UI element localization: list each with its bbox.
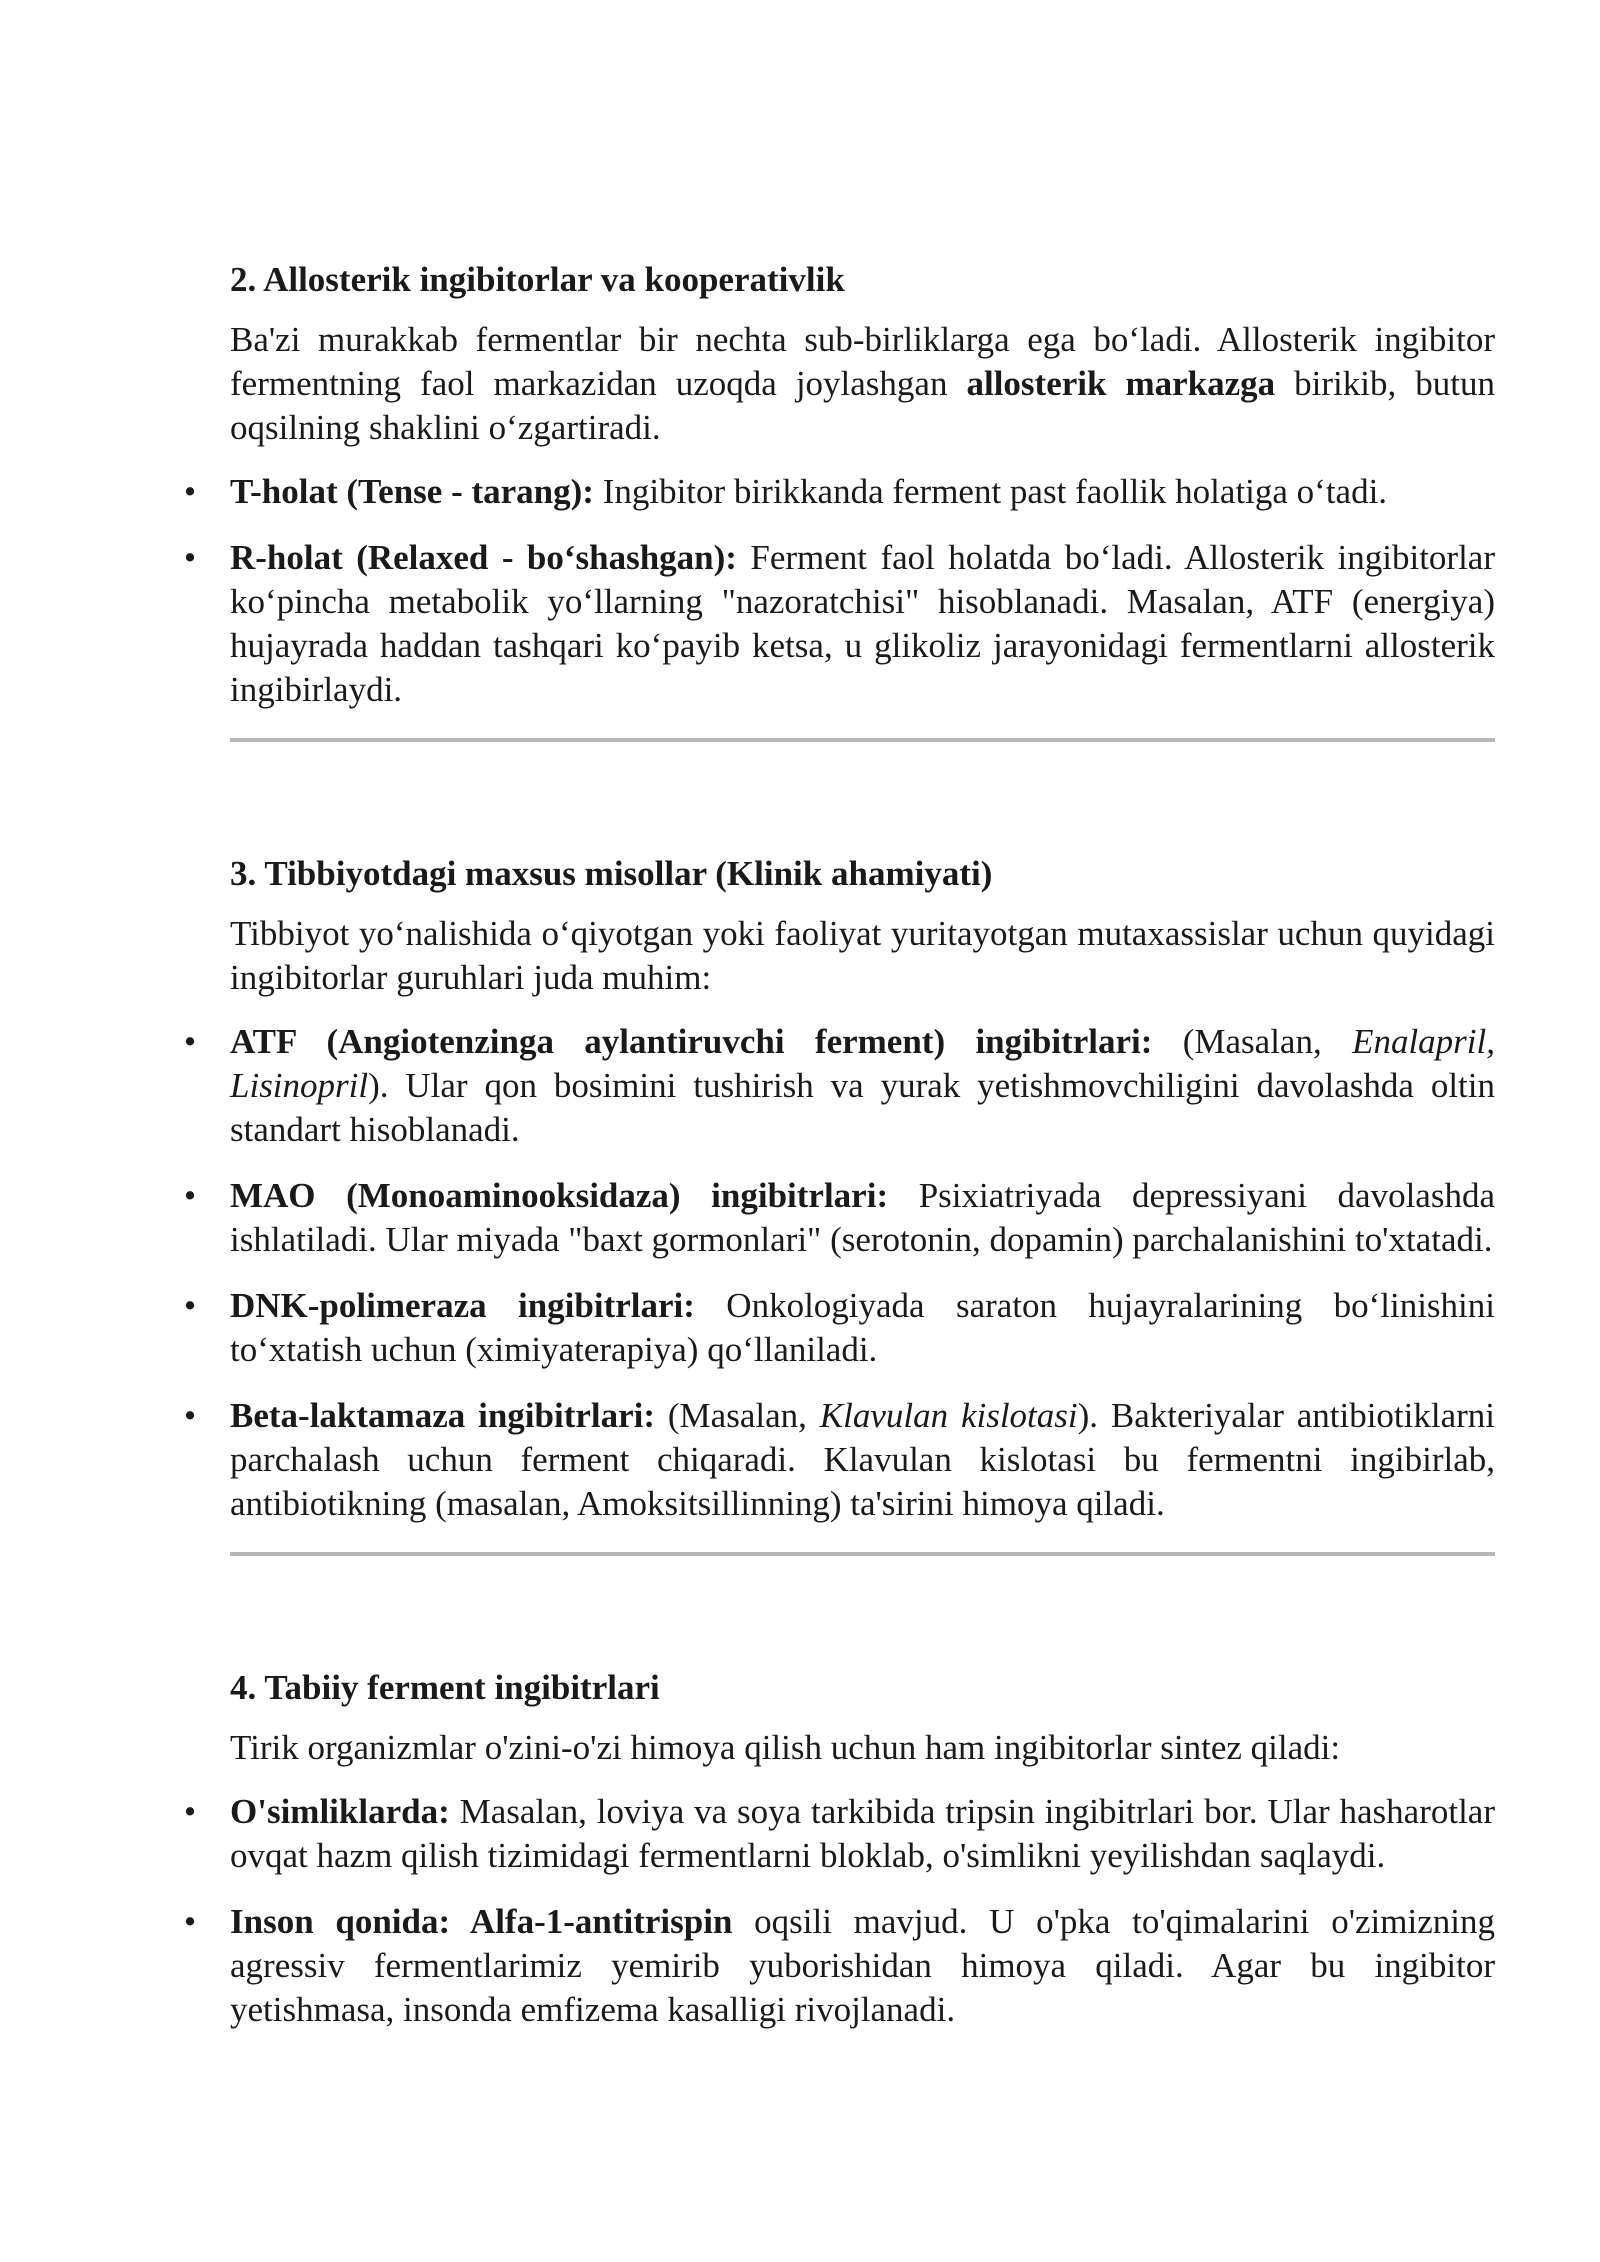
list-item <box>183 1790 1495 1878</box>
list-item <box>183 1284 1495 1372</box>
item-term: O'simliklarda: <box>230 1792 450 1831</box>
item-text: (Masalan, <box>655 1396 820 1435</box>
list-item <box>183 536 1495 712</box>
section-title: 4. Tabiiy ferment ingibitrlari <box>230 1668 660 1707</box>
bullet-icon: • <box>183 1396 197 1435</box>
item-text: Psixiatriyada depressiyani davolashda ishlatiladi. Ular miyada "baxt gormonlari" (serotonin, dopamin) parchalanishini to'xtatadi. <box>230 1176 1496 1259</box>
section-natural <box>183 1666 1495 2032</box>
item-text: ). Bakteriyalar antibiotiklarni parchalash uchun ferment chiqaradi. Klavulan kislotasi bu fermentni ingibirlab, antibiotikning (masalan, Amoksitsillinning) ta'sirini himoya qiladi. <box>230 1396 1496 1523</box>
item-term: Beta-laktamaza ingibitrlari: <box>230 1396 656 1435</box>
item-italic: Enalapril, Lisinopril <box>230 1022 1495 1105</box>
list-item <box>183 470 1495 514</box>
item-term: DNK-polimeraza ingibitrlari: <box>230 1286 695 1325</box>
intro-bold-term: allosterik markazga <box>966 364 1276 403</box>
item-italic: Klavulan kislotasi <box>819 1396 1078 1435</box>
section-intro: Tirik organizmlar o'zini-o'zi himoya qilish uchun ham ingibitorlar sintez qiladi: <box>230 1728 1341 1767</box>
item-text: Onkologiyada saraton hujayralarining bo‘linishini to‘xtatish uchun (ximiyaterapiya) qo‘llaniladi. <box>230 1286 1495 1369</box>
section-allosteric <box>183 258 1495 742</box>
section-clinical <box>183 852 1496 1556</box>
item-term: MAO (Monoaminooksidaza) ingibitrlari: <box>230 1176 889 1215</box>
item-text: oqsili mavjud. U o'pka to'qimalarini o'zimizning agressiv fermentlarimiz yemirib yuborishidan himoya qiladi. Agar bu ingibitor yetishmasa, insonda emfizema kasalligi rivojlanadi. <box>230 1902 1495 2029</box>
list-item <box>183 1020 1495 1152</box>
bullet-list <box>183 1020 1496 1526</box>
intro-text: birikib, butun oqsilning shaklini o‘zgartiradi. <box>230 364 1495 447</box>
list-item <box>183 1394 1496 1526</box>
item-text: Ingibitor birikkanda ferment past faollik holatiga o‘tadi. <box>593 472 1388 511</box>
bullet-icon: • <box>183 472 197 511</box>
bullet-icon: • <box>183 1176 197 1215</box>
section-intro <box>230 318 1495 450</box>
item-term: R-holat (Relaxed - bo‘shashgan): <box>230 538 737 577</box>
item-text: Ferment faol holatda bo‘ladi. Allosterik ingibitorlar ko‘pincha metabolik yo‘llarning "nazoratchisi" hisoblanadi. Masalan, ATF (energiya) hujayrada haddan tashqari ko‘payib ketsa, u glikoliz jarayonidagi fermentlarni allosterik ingibirlaydi. <box>230 538 1495 709</box>
item-term: ATF (Angiotenzinga aylantiruvchi ferment) ingibitrlari: <box>230 1022 1153 1061</box>
section-title: 3. Tibbiyotdagi maxsus misollar (Klinik ahamiyati) <box>230 854 993 893</box>
bullet-icon: • <box>183 1022 197 1061</box>
bullet-icon: • <box>183 538 197 577</box>
item-term: T-holat (Tense - tarang): <box>230 472 594 511</box>
item-text: Masalan, loviya va soya tarkibida tripsin ingibitrlari bor. Ular hasharotlar ovqat hazm qilish tizimidagi fermentlarni bloklab, o'simlikni yeyilishdan saqlaydi. <box>230 1792 1495 1875</box>
list-item <box>183 1174 1496 1262</box>
bullet-icon: • <box>183 1286 197 1325</box>
bullet-list <box>183 1790 1495 2032</box>
item-text: ). Ular qon bosimini tushirish va yurak yetishmovchiligini davolashda oltin standart hisoblanadi. <box>230 1066 1495 1149</box>
section-intro: Tibbiyot yo‘nalishida o‘qiyotgan yoki faoliyat yuritayotgan mutaxassislar uchun quyidagi ingibitorlar guruhlari juda muhim: <box>230 914 1495 997</box>
bullet-list <box>183 470 1495 712</box>
item-term: Inson qonida: Alfa-1-antitrispin <box>230 1902 733 1941</box>
intro-text: Ba'zi murakkab fermentlar bir nechta sub-birliklarga ega bo‘ladi. Allosterik ingibitor fermentning faol markazidan uzoqda joylashgan <box>230 320 1495 403</box>
list-item <box>183 1900 1495 2032</box>
bullet-icon: • <box>183 1792 197 1831</box>
bullet-icon: • <box>183 1902 197 1941</box>
section-title: 2. Allosterik ingibitorlar va kooperativlik <box>230 260 845 299</box>
document-page <box>183 258 1496 2054</box>
item-text: (Masalan, <box>1152 1022 1353 1061</box>
